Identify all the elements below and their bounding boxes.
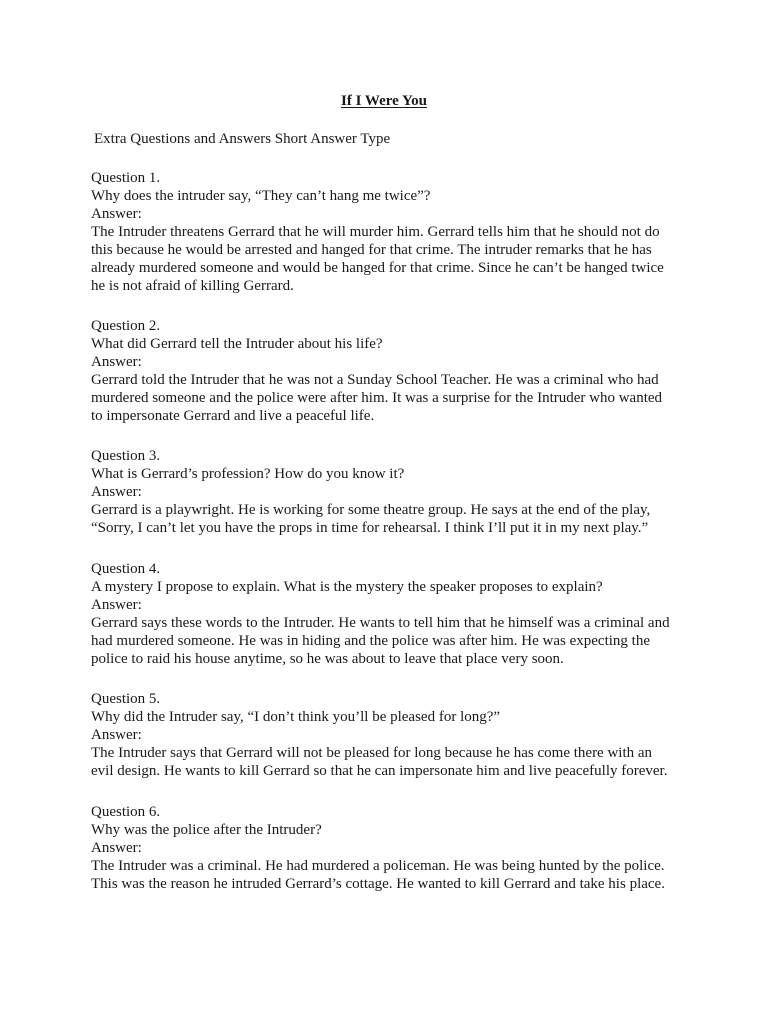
question-block-6 bbox=[91, 803, 681, 893]
question-block-3 bbox=[91, 447, 681, 537]
question-heading: Question 3. bbox=[91, 448, 161, 464]
answer-label: Answer: bbox=[91, 206, 142, 222]
question-heading: Question 6. bbox=[91, 804, 161, 820]
answer-line: “Sorry, I can’t let you have the props in time for rehearsal. I think I’ll put it in my next play.” bbox=[91, 520, 649, 536]
question-block-5 bbox=[91, 690, 681, 780]
answer-line: had murdered someone. He was in hiding and the police was after him. He was expecting the bbox=[91, 633, 650, 649]
question-heading: Question 4. bbox=[91, 561, 161, 577]
question-text: What did Gerrard tell the Intruder about his life? bbox=[91, 336, 383, 352]
answer-line: police to raid his house anytime, so he was about to leave that place very soon. bbox=[91, 651, 564, 667]
answer-label: Answer: bbox=[91, 354, 142, 370]
answer-line: Gerrard is a playwright. He is working for some theatre group. He says at the end of the play, bbox=[91, 502, 651, 518]
question-text: Why did the Intruder say, “I don’t think you’ll be pleased for long?” bbox=[91, 709, 501, 725]
question-text: What is Gerrard’s profession? How do you know it? bbox=[91, 466, 405, 482]
answer-label: Answer: bbox=[91, 840, 142, 856]
answer-label: Answer: bbox=[91, 597, 142, 613]
question-text: Why was the police after the Intruder? bbox=[91, 822, 322, 838]
answer-line: The Intruder threatens Gerrard that he will murder him. Gerrard tells him that he should not do bbox=[91, 224, 660, 240]
answer-line: already murdered someone and would be hanged for that crime. Since he can’t be hanged twice bbox=[91, 260, 664, 276]
answer-line: this because he would be arrested and hanged for that crime. The intruder remarks that he has bbox=[91, 242, 652, 258]
question-block-4 bbox=[91, 560, 681, 668]
question-heading: Question 1. bbox=[91, 170, 161, 186]
answer-line: Gerrard told the Intruder that he was not a Sunday School Teacher. He was a criminal who had bbox=[91, 372, 659, 388]
answer-line: The Intruder says that Gerrard will not be pleased for long because he has come there with an bbox=[91, 745, 653, 761]
document-title: If I Were You bbox=[341, 93, 427, 109]
answer-label: Answer: bbox=[91, 484, 142, 500]
answer-line: The Intruder was a criminal. He had murdered a policeman. He was being hunted by the police. bbox=[91, 858, 665, 874]
question-heading: Question 2. bbox=[91, 318, 161, 334]
question-heading: Question 5. bbox=[91, 691, 161, 707]
answer-line: to impersonate Gerrard and live a peaceful life. bbox=[91, 408, 375, 424]
answer-line: Gerrard says these words to the Intruder. He wants to tell him that he himself was a criminal and bbox=[91, 615, 670, 631]
answer-line: murdered someone and the police were after him. It was a surprise for the Intruder who wanted bbox=[91, 390, 663, 406]
answer-line: evil design. He wants to kill Gerrard so that he can impersonate him and live peacefully forever. bbox=[91, 763, 668, 779]
question-block-2 bbox=[91, 317, 681, 425]
question-block-1 bbox=[91, 169, 681, 295]
question-text: Why does the intruder say, “They can’t hang me twice”? bbox=[91, 188, 431, 204]
question-text: A mystery I propose to explain. What is the mystery the speaker proposes to explain? bbox=[91, 579, 603, 595]
answer-line: he is not afraid of killing Gerrard. bbox=[91, 278, 294, 294]
document-subtitle: Extra Questions and Answers Short Answer Type bbox=[94, 131, 391, 147]
answer-label: Answer: bbox=[91, 727, 142, 743]
answer-line: This was the reason he intruded Gerrard’s cottage. He wanted to kill Gerrard and take his place. bbox=[91, 876, 665, 892]
